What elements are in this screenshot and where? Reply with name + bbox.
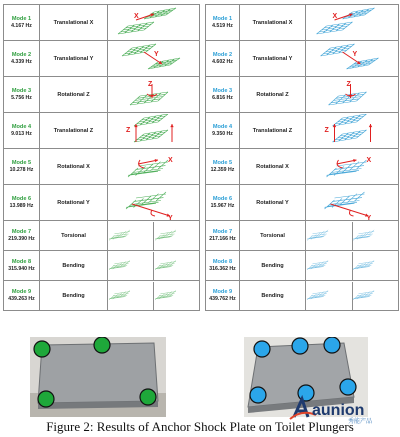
mode-frequency: 439.762 Hz <box>209 295 236 302</box>
mode-frequency: 4.167 Hz <box>11 22 32 29</box>
mode-shape-figure <box>109 78 199 112</box>
axis-label: X <box>167 156 173 164</box>
mode-frequency: 316.362 Hz <box>209 265 236 272</box>
plunger-dot <box>340 379 356 395</box>
plate-photo-green-plungers <box>30 337 166 417</box>
mode-number: Mode 4 <box>11 124 32 131</box>
axis-label: X <box>133 12 139 20</box>
mode-number: Mode 7 <box>212 229 233 236</box>
mode-shape-cell <box>306 149 399 185</box>
logo-subtext: 秀能产品 <box>348 419 373 425</box>
mode-row <box>4 281 200 311</box>
mode-shape-figure <box>307 114 398 148</box>
axis-label: Z <box>125 126 130 134</box>
mode-shape-figure <box>307 6 398 40</box>
mode-shape-figure <box>109 150 199 184</box>
mode-shape-figure <box>109 222 153 250</box>
mode-number: Mode 9 <box>212 289 233 296</box>
mode-shape-cell <box>306 185 399 221</box>
mode-shape-cell <box>108 185 200 221</box>
mode-shape-label: Torsional <box>240 221 306 251</box>
mode-number: Mode 5 <box>212 160 233 167</box>
mode-row <box>206 149 399 185</box>
axis-label: Z <box>324 126 329 134</box>
mode-shape-label: Bending <box>40 281 108 311</box>
axis-label: X <box>366 156 371 164</box>
mode-shape-cell <box>306 77 399 113</box>
mode-row <box>206 281 399 311</box>
plunger-dot <box>38 391 54 407</box>
mode-shape-label: Bending <box>40 251 108 281</box>
axis-label: X <box>332 12 337 20</box>
mode-cell <box>4 185 40 221</box>
mode-row <box>4 5 200 41</box>
mode-shape-figure <box>155 282 199 310</box>
mode-cell <box>206 41 240 77</box>
mode-row <box>4 185 200 221</box>
mode-shape-figure <box>307 78 398 112</box>
mode-row <box>4 149 200 185</box>
mode-frequency: 6.816 Hz <box>212 94 233 101</box>
logo-text: aunion <box>312 402 365 419</box>
mode-cell <box>206 5 240 41</box>
plunger-dot <box>324 337 340 353</box>
plunger-dot <box>94 337 110 353</box>
mode-shape-cell <box>108 77 200 113</box>
mode-frequency: 4.602 Hz <box>212 58 233 65</box>
mode-shape-figure <box>155 222 199 250</box>
figure-caption: Figure 2: Results of Anchor Shock Plate on Toilet Plungers <box>46 419 354 434</box>
mode-cell <box>4 221 40 251</box>
mode-number: Mode 4 <box>212 124 233 131</box>
mode-shape-cell <box>306 5 399 41</box>
plunger-dot <box>250 387 266 403</box>
mode-shape-cell <box>108 281 200 311</box>
mode-shape-label: Translational Y <box>240 41 306 77</box>
plunger-dot <box>34 341 50 357</box>
mode-shape-label: Bending <box>240 281 306 311</box>
mode-frequency: 4.519 Hz <box>212 22 233 29</box>
mode-cell <box>206 77 240 113</box>
mode-frequency: 5.756 Hz <box>11 94 32 101</box>
mode-number: Mode 3 <box>11 88 32 95</box>
mode-shape-label: Rotational X <box>40 149 108 185</box>
mode-row <box>4 221 200 251</box>
axis-label: Y <box>352 50 357 58</box>
mode-row <box>206 221 399 251</box>
mode-shape-figure <box>353 222 398 250</box>
mode-number: Mode 2 <box>11 52 32 59</box>
axis-label: Y <box>153 50 159 58</box>
mode-number: Mode 1 <box>212 16 233 23</box>
mode-shape-figure <box>109 114 199 148</box>
mode-number: Mode 6 <box>11 196 32 203</box>
mode-shape-figure <box>109 282 153 310</box>
plunger-dot <box>254 341 270 357</box>
plunger-dot <box>140 389 156 405</box>
mode-row <box>4 251 200 281</box>
mode-number: Mode 8 <box>212 259 233 266</box>
mode-shape-cell <box>108 5 200 41</box>
mode-frequency: 439.263 Hz <box>8 295 35 302</box>
mode-shape-label: Translational Z <box>40 113 108 149</box>
axis-label: Z <box>147 80 152 88</box>
mode-shape-label: Rotational Y <box>240 185 306 221</box>
mode-shape-figure <box>109 42 199 76</box>
mode-shape-label: Rotational Z <box>40 77 108 113</box>
mode-row <box>206 185 399 221</box>
mode-frequency: 315.940 Hz <box>8 265 35 272</box>
mode-row <box>4 77 200 113</box>
mode-cell <box>206 185 240 221</box>
mode-frequency: 4.339 Hz <box>11 58 32 65</box>
mode-shape-cell <box>306 41 399 77</box>
mode-number: Mode 8 <box>11 259 32 266</box>
mode-number: Mode 2 <box>212 52 233 59</box>
mode-shape-figure <box>307 282 352 310</box>
mode-frequency: 217.166 Hz <box>209 235 236 242</box>
mode-cell <box>206 149 240 185</box>
mode-cell <box>206 251 240 281</box>
mode-shape-figure <box>353 282 398 310</box>
mode-cell <box>4 113 40 149</box>
mode-number: Mode 1 <box>11 16 32 23</box>
mode-shape-figure <box>109 252 153 280</box>
left-mode-table <box>3 4 200 311</box>
mode-cell <box>206 113 240 149</box>
mode-shape-figure <box>307 222 352 250</box>
mode-frequency: 12.359 Hz <box>210 166 235 173</box>
mode-row <box>206 5 399 41</box>
mode-shape-figure <box>353 252 398 280</box>
axis-label: Y <box>167 214 173 220</box>
mode-cell <box>4 77 40 113</box>
mode-cell <box>4 281 40 311</box>
mode-shape-cell <box>108 221 200 251</box>
mode-shape-cell <box>306 251 399 281</box>
mode-shape-figure <box>307 186 398 220</box>
plunger-dot <box>292 338 308 354</box>
right-mode-table <box>205 4 399 311</box>
mode-shape-label: Rotational X <box>240 149 306 185</box>
mode-shape-label: Bending <box>240 251 306 281</box>
mode-shape-figure <box>307 252 352 280</box>
mode-shape-figure <box>307 150 398 184</box>
mode-frequency: 219.390 Hz <box>8 235 35 242</box>
mode-frequency: 13.989 Hz <box>9 202 34 209</box>
mode-shape-figure <box>109 186 199 220</box>
mode-row <box>206 41 399 77</box>
mode-shape-figure <box>307 42 398 76</box>
mode-frequency: 10.278 Hz <box>9 166 34 173</box>
mode-shape-figure <box>109 6 199 40</box>
mode-cell <box>206 281 240 311</box>
axis-label: Z <box>346 80 351 88</box>
mode-shape-figure <box>155 252 199 280</box>
mode-shape-cell <box>108 251 200 281</box>
mode-number: Mode 9 <box>11 289 32 296</box>
mode-row <box>206 77 399 113</box>
mode-cell <box>4 41 40 77</box>
mode-frequency: 9.013 Hz <box>11 130 32 137</box>
mode-number: Mode 6 <box>212 196 233 203</box>
mode-shape-cell <box>108 41 200 77</box>
mode-number: Mode 3 <box>212 88 233 95</box>
mode-shape-label: Rotational Y <box>40 185 108 221</box>
axis-label: Y <box>366 214 371 220</box>
mode-number: Mode 7 <box>11 229 32 236</box>
mode-shape-label: Translational Y <box>40 41 108 77</box>
mode-row <box>4 41 200 77</box>
mode-frequency: 9.350 Hz <box>212 130 233 137</box>
mode-shape-cell <box>306 281 399 311</box>
mode-cell <box>4 251 40 281</box>
mode-shape-cell <box>306 113 399 149</box>
mode-cell <box>206 221 240 251</box>
mode-number: Mode 5 <box>11 160 32 167</box>
mode-shape-label: Translational X <box>40 5 108 41</box>
mode-shape-label: Rotational Z <box>240 77 306 113</box>
mode-shape-cell <box>306 221 399 251</box>
mode-frequency: 15.967 Hz <box>210 202 235 209</box>
mode-shape-label: Torsional <box>40 221 108 251</box>
mode-shape-cell <box>108 149 200 185</box>
mode-row <box>4 113 200 149</box>
mode-shape-label: Translational X <box>240 5 306 41</box>
mode-cell <box>4 149 40 185</box>
mode-row <box>206 251 399 281</box>
mode-shape-label: Translational Z <box>240 113 306 149</box>
mode-shape-cell <box>108 113 200 149</box>
mode-cell <box>4 5 40 41</box>
mode-row <box>206 113 399 149</box>
